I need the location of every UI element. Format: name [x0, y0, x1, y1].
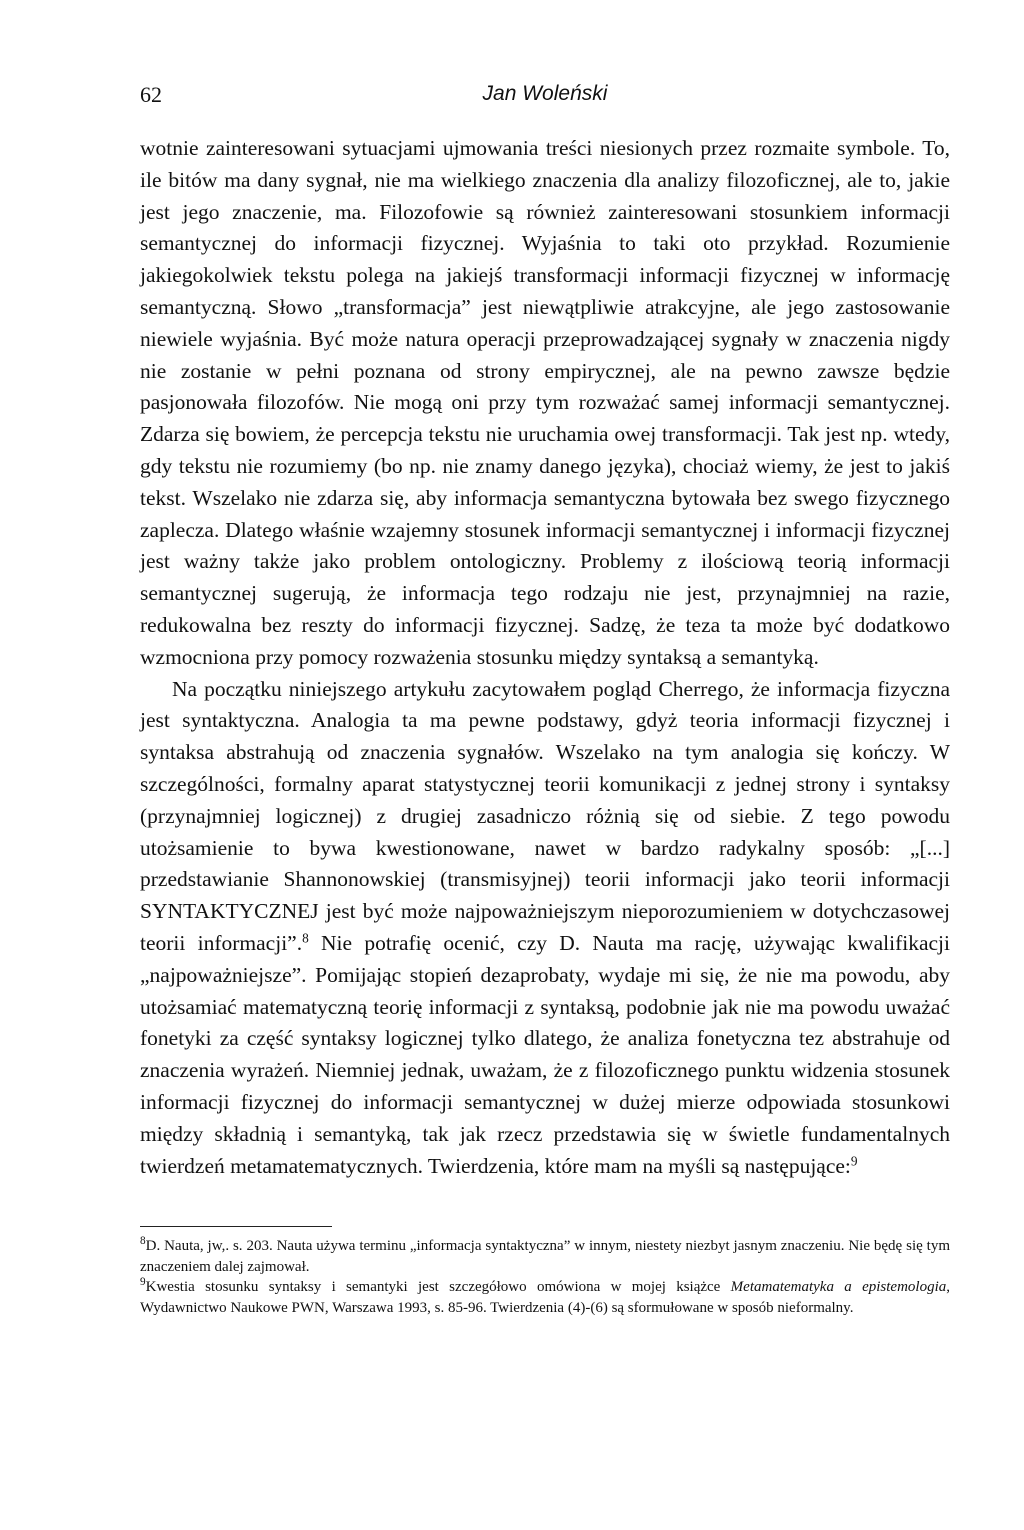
paragraph-1: wotnie zainteresowani sytuacjami ujmowania treści niesionych przez rozmaite symbole. To, ile bitów ma dany sygnał, nie ma wielkiego znaczenia dla analizy filozoficznej, ale to, jakie jest jego znaczenie, ma. Filozofowie są również zainteresowani stosunkiem informacji semantycznej do informacji fizycznej. Wyjaśnia to taki oto przykład. Rozumienie jakiegokolwiek tekstu polega na jakiejś transformacji informacji fizycznej w informację semantyczną. Słowo „transformacja” jest niewątpliwie atrakcyjne, ale jego zastosowanie niewiele wyjaśnia. Być może natura operacji przeprowadzającej sygnały w znaczenia nigdy nie zostanie w pełni poznana od strony empirycznej, ale na pewno zawsze będzie pasjonowała filozofów. Nie mogą oni przy tym rozważać samej informacji semantycznej. Zdarza się bowiem, że percepcja tekstu nie uruchamia owej transformacji. Tak jest np. wtedy, gdy tekstu nie rozumiemy (bo np. nie znamy danego języka), chociaż wiemy, że jest to jakiś tekst. Wszelako nie zdarza się, aby informacja semantyczna bytowała bez swego fizycznego zaplecza. Dlatego właśnie wzajemny stosunek informacji semantycznej i informacji fizycznej jest ważny także jako problem ontologiczny. Problemy z ilościową teorią informacji semantycznej sugerują, że informacja tego rodzaju nie jest, przynajmniej na razie, redukowalna bez reszty do informacji fizycznej. Sadzę, że teza ta może być dodatkowo wzmocniona przy pomocy rozważenia stosunku między syntaksą a semantyką.	[140, 136, 950, 669]
paragraph-2	[140, 674, 950, 1183]
footnote-9-book-title: Metamatematyka a epistemologia	[730, 1279, 947, 1295]
footnote-ref-9: 9	[850, 1153, 858, 1169]
footnote-9	[140, 1277, 950, 1318]
footnote-9-mark: 9	[140, 1275, 146, 1288]
paragraph-2-part-b: Nie potrafię ocenić, czy D. Nauta ma rację, używając kwalifikacji „najpoważniejsze”. Pomijając stopień dezaprobaty, wydaje mi się, że nie ma powodu, aby utożsamiać matematyczną teorię informacji z syntaksą, podobnie jak nie ma powodu uważać fonetyki za część syntaksy logicznej tylko dlatego, że analiza fonetyczna tez abstrahuje od znaczenia wyrażeń. Niemniej jednak, uważam, że z filozoficznego punktu widzenia stosunek informacji fizycznej do informacji semantycznej w dużej mierze odpowiada stosunkowi między składnią i semantyką, tak jak rzecz przedstawia się w świetle fundamentalnych twierdzeń metamatematycznych. Twierdzenia, które mam na myśli są następujące:	[140, 930, 950, 1178]
running-head-author: Jan Woleński	[482, 82, 608, 105]
footnote-9-text-a: Kwestia stosunku syntaksy i semantyki jest szczegółowo omówiona w mojej książce	[145, 1279, 731, 1295]
footnote-8-mark: 8	[140, 1234, 146, 1247]
footnotes	[140, 1236, 950, 1318]
page-number: 62	[140, 82, 162, 107]
footnote-8-text: D. Nauta, jw,. s. 203. Nauta używa terminu „informacja syntaktyczna” w innym, niestety niezbyt jasnym znaczeniu. Nie będę się tym znaczeniem dalej zajmował.	[140, 1238, 950, 1275]
page-header	[140, 82, 950, 118]
footnote-ref-8: 8	[302, 930, 309, 946]
footnote-8	[140, 1236, 950, 1277]
footnote-separator	[140, 1226, 332, 1227]
body-text	[140, 133, 950, 1182]
paragraph-2-part-a: Na początku niniejszego artykułu zacytowałem pogląd Cherrego, że informacja fizyczna jest syntaktyczna. Analogia ta ma pewne podstawy, gdyż teoria informacji fizycznej i syntaksa abstrahują od znaczenia sygnałów. Wszelako na tym analogia się kończy. W szczególności, formalny aparat statystycznej teorii komunikacji z jednej strony i syntaksy (przynajmniej logicznej) z drugiej zasadniczo różnią się od siebie. Z tego powodu utożsamienie to bywa kwestionowane, nawet w bardzo radykalny sposób: „[...] przedstawianie Shannonowskiej (transmisyjnej) teorii informacji jako teorii informacji SYNTAKTYCZNEJ jest być może najpoważniejszym nieporozumieniem w dotychczasowej teorii informacji”.	[140, 676, 950, 955]
footnote-9-text-b: , Wydawnictwo Naukowe PWN, Warszawa 1993, s. 85-96. Twierdzenia (4)-(6) są sformułowane w sposób nieformalny.	[140, 1279, 951, 1316]
